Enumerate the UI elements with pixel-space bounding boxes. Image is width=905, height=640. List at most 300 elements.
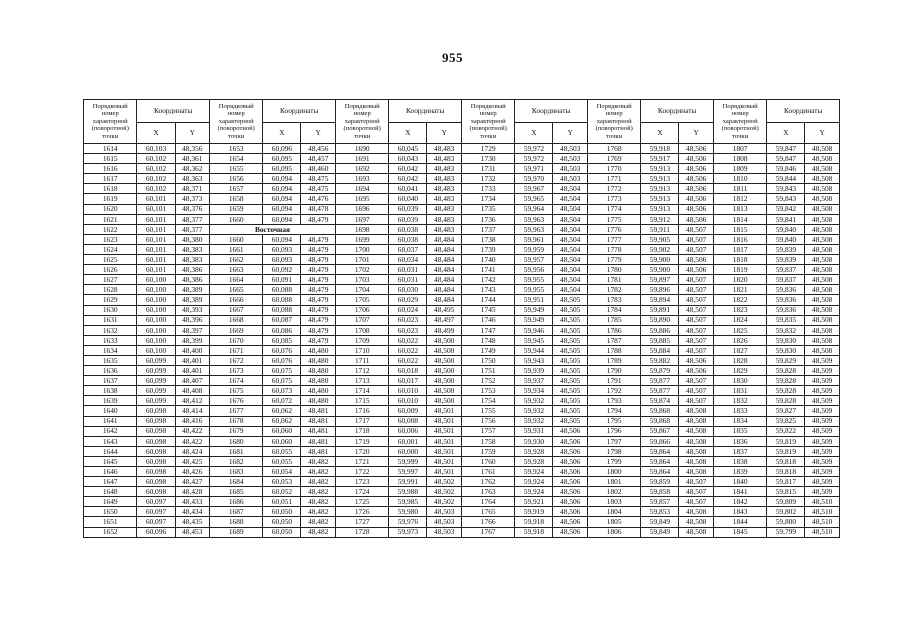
y-coordinate-cell: 48,507 [679,386,713,396]
table-row [84,295,840,305]
y-coordinate-cell: 48,481 [301,426,335,436]
point-number-cell: 1839 [713,467,766,477]
y-coordinate-cell: 48,480 [301,396,335,406]
y-coordinate-cell: 48,508 [805,265,840,275]
x-coordinate-cell: 59,836 [767,295,805,305]
y-coordinate-cell: 48,480 [301,376,335,386]
point-number-cell: 1631 [84,315,137,325]
x-coordinate-cell: 59,836 [767,285,805,295]
y-coordinate-cell: 48,506 [553,446,587,456]
y-coordinate-cell: 48,503 [553,164,587,174]
point-number-cell: 1821 [713,285,766,295]
y-coordinate-cell: 48,508 [805,164,840,174]
y-coordinate-cell: 48,505 [553,345,587,355]
header-coordinates: Координаты [641,100,714,123]
table-row [84,507,840,517]
point-number-cell: 1701 [335,255,388,265]
header-y: Y [427,123,461,144]
page-number: 955 [442,50,463,65]
point-number-cell: 1786 [587,325,640,335]
point-number-cell: 1788 [587,345,640,355]
point-number-cell: 1672 [209,355,262,365]
point-number-cell: 1712 [335,366,388,376]
y-coordinate-cell: 48,501 [427,416,461,426]
point-number-cell: 1755 [461,406,514,416]
point-number-cell: 1658 [209,194,262,204]
point-number-cell: 1688 [209,517,262,527]
x-coordinate-cell: 60,098 [137,406,175,416]
y-coordinate-cell: 48,480 [301,366,335,376]
y-coordinate-cell: 48,484 [427,255,461,265]
x-coordinate-cell: 59,913 [641,174,679,184]
table-row [84,487,840,497]
point-number-cell: 1645 [84,456,137,466]
table-row [84,164,840,174]
x-coordinate-cell: 60,010 [389,386,427,396]
x-coordinate-cell: 60,050 [263,527,301,537]
y-coordinate-cell: 48,480 [301,386,335,396]
point-number-cell: 1764 [461,497,514,507]
y-coordinate-cell: 48,484 [427,265,461,275]
y-coordinate-cell: 48,479 [301,295,335,305]
x-coordinate-cell: 59,879 [641,366,679,376]
x-coordinate-cell: 59,955 [515,285,553,295]
y-coordinate-cell: 48,504 [553,224,587,234]
y-coordinate-cell: 48,408 [175,386,209,396]
y-coordinate-cell: 48,507 [679,376,713,386]
point-number-cell: 1815 [713,224,766,234]
x-coordinate-cell: 59,818 [767,467,805,477]
y-coordinate-cell: 48,412 [175,396,209,406]
point-number-cell: 1728 [335,527,388,537]
x-coordinate-cell: 59,955 [515,275,553,285]
x-coordinate-cell: 60,060 [263,426,301,436]
point-number-cell: 1774 [587,204,640,214]
x-coordinate-cell: 60,041 [389,184,427,194]
y-coordinate-cell: 48,504 [553,234,587,244]
point-number-cell: 1827 [713,345,766,355]
y-coordinate-cell: 48,484 [427,295,461,305]
point-number-cell: 1732 [461,174,514,184]
y-coordinate-cell: 48,484 [427,275,461,285]
point-number-cell: 1834 [713,416,766,426]
point-number-cell: 1718 [335,426,388,436]
point-number-cell: 1741 [461,265,514,275]
x-coordinate-cell: 60,101 [137,234,175,244]
point-number-cell: 1842 [713,497,766,507]
point-number-cell: 1843 [713,507,766,517]
point-number-cell: 1619 [84,194,137,204]
point-number-cell: 1835 [713,426,766,436]
y-coordinate-cell: 48,506 [553,487,587,497]
point-number-cell: 1799 [587,456,640,466]
x-coordinate-cell: 59,809 [767,497,805,507]
y-coordinate-cell: 48,361 [175,154,209,164]
x-coordinate-cell: 59,918 [515,517,553,527]
point-number-cell: 1644 [84,446,137,456]
point-number-cell: 1772 [587,184,640,194]
point-number-cell: 1744 [461,295,514,305]
y-coordinate-cell: 48,505 [553,386,587,396]
x-coordinate-cell: 60,039 [389,214,427,224]
y-coordinate-cell: 48,510 [805,517,840,527]
y-coordinate-cell: 48,508 [679,467,713,477]
table-row [84,184,840,194]
x-coordinate-cell: 59,874 [641,396,679,406]
y-coordinate-cell: 48,504 [553,214,587,224]
x-coordinate-cell: 60,040 [389,194,427,204]
table-row [84,144,840,154]
table-row [84,355,840,365]
point-number-cell: 1671 [209,345,262,355]
x-coordinate-cell: 60,098 [137,446,175,456]
table-row [84,345,840,355]
y-coordinate-cell: 48,503 [553,154,587,164]
point-number-cell: 1747 [461,325,514,335]
y-coordinate-cell: 48,503 [427,507,461,517]
point-number-cell: 1742 [461,275,514,285]
y-coordinate-cell: 48,479 [301,265,335,275]
point-number-cell: 1841 [713,487,766,497]
point-number-cell: 1676 [209,396,262,406]
point-number-cell: 1765 [461,507,514,517]
point-number-cell: 1800 [587,467,640,477]
y-coordinate-cell: 48,506 [679,355,713,365]
x-coordinate-cell: 59,946 [515,325,553,335]
point-number-cell: 1626 [84,265,137,275]
point-number-cell: 1825 [713,325,766,335]
x-coordinate-cell: 60,094 [263,214,301,224]
y-coordinate-cell: 48,383 [175,244,209,254]
header-point-number: Порядковый номер характерной (поворотной) точки [335,100,388,144]
y-coordinate-cell: 48,508 [805,315,840,325]
y-coordinate-cell: 48,508 [805,224,840,234]
point-number-cell: 1804 [587,507,640,517]
table-row [84,436,840,446]
point-number-cell: 1617 [84,174,137,184]
x-coordinate-cell: 59,886 [641,325,679,335]
x-coordinate-cell: 59,956 [515,265,553,275]
x-coordinate-cell: 60,101 [137,204,175,214]
x-coordinate-cell: 60,098 [137,456,175,466]
x-coordinate-cell: 60,055 [263,446,301,456]
x-coordinate-cell: 60,100 [137,285,175,295]
x-coordinate-cell: 60,096 [137,527,175,537]
point-number-cell: 1680 [209,436,262,446]
y-coordinate-cell: 48,504 [553,265,587,275]
x-coordinate-cell: 60,038 [389,234,427,244]
y-coordinate-cell: 48,479 [301,335,335,345]
table-row [84,275,840,285]
y-coordinate-cell: 48,479 [301,275,335,285]
point-number-cell: 1630 [84,305,137,315]
x-coordinate-cell: 59,965 [515,194,553,204]
y-coordinate-cell: 48,508 [805,325,840,335]
y-coordinate-cell: 48,505 [553,325,587,335]
x-coordinate-cell: 60,075 [263,366,301,376]
y-coordinate-cell: 48,500 [427,396,461,406]
y-coordinate-cell: 48,509 [805,355,840,365]
y-coordinate-cell: 48,507 [679,315,713,325]
x-coordinate-cell: 59,937 [515,376,553,386]
point-number-cell: 1697 [335,214,388,224]
x-coordinate-cell: 59,913 [641,184,679,194]
x-coordinate-cell: 60,010 [389,396,427,406]
point-number-cell: 1801 [587,477,640,487]
x-coordinate-cell: 59,828 [767,366,805,376]
y-coordinate-cell: 48,509 [805,396,840,406]
y-coordinate-cell: 48,506 [679,214,713,224]
x-coordinate-cell: 60,009 [389,406,427,416]
y-coordinate-cell: 48,508 [805,154,840,164]
x-coordinate-cell: 59,825 [767,416,805,426]
header-y: Y [805,123,840,144]
x-coordinate-cell: 60,098 [137,467,175,477]
x-coordinate-cell: 59,991 [389,477,427,487]
point-number-cell: 1639 [84,396,137,406]
point-number-cell: 1642 [84,426,137,436]
x-coordinate-cell: 59,802 [767,507,805,517]
y-coordinate-cell: 48,506 [679,144,713,154]
y-coordinate-cell: 48,509 [805,366,840,376]
point-number-cell: 1806 [587,527,640,537]
y-coordinate-cell: 48,507 [679,224,713,234]
y-coordinate-cell: 48,506 [553,497,587,507]
y-coordinate-cell: 48,510 [805,507,840,517]
y-coordinate-cell: 48,502 [427,487,461,497]
x-coordinate-cell: 60,088 [263,295,301,305]
point-number-cell: 1845 [713,527,766,537]
y-coordinate-cell: 48,506 [679,174,713,184]
y-coordinate-cell: 48,501 [427,406,461,416]
x-coordinate-cell: 59,843 [767,184,805,194]
point-number-cell: 1737 [461,224,514,234]
point-number-cell: 1781 [587,275,640,285]
point-number-cell: 1793 [587,396,640,406]
y-coordinate-cell: 48,506 [553,507,587,517]
point-number-cell: 1702 [335,265,388,275]
y-coordinate-cell: 48,484 [427,285,461,295]
x-coordinate-cell: 59,867 [641,426,679,436]
y-coordinate-cell: 48,500 [427,376,461,386]
y-coordinate-cell: 48,500 [427,355,461,365]
point-number-cell: 1650 [84,507,137,517]
table-row [84,194,840,204]
y-coordinate-cell: 48,508 [805,335,840,345]
x-coordinate-cell: 59,943 [515,355,553,365]
x-coordinate-cell: 60,099 [137,376,175,386]
y-coordinate-cell: 48,508 [805,255,840,265]
y-coordinate-cell: 48,435 [175,517,209,527]
y-coordinate-cell: 48,508 [805,194,840,204]
point-number-cell: 1667 [209,305,262,315]
x-coordinate-cell: 59,918 [641,144,679,154]
y-coordinate-cell: 48,508 [805,345,840,355]
y-coordinate-cell: 48,500 [427,345,461,355]
table-body [84,144,840,538]
x-coordinate-cell: 60,102 [137,154,175,164]
x-coordinate-cell: 60,073 [263,386,301,396]
y-coordinate-cell: 48,434 [175,507,209,517]
x-coordinate-cell: 60,102 [137,174,175,184]
x-coordinate-cell: 59,930 [515,436,553,446]
table-row [84,244,840,254]
x-coordinate-cell: 59,858 [641,487,679,497]
y-coordinate-cell: 48,478 [301,204,335,214]
point-number-cell: 1726 [335,507,388,517]
x-coordinate-cell: 60,050 [263,517,301,527]
point-number-cell: 1686 [209,497,262,507]
point-number-cell: 1735 [461,204,514,214]
table-row [84,204,840,214]
y-coordinate-cell: 48,506 [553,517,587,527]
point-number-cell: 1615 [84,154,137,164]
x-coordinate-cell: 59,864 [641,467,679,477]
section-heading: Восточная [209,224,335,234]
y-coordinate-cell: 48,389 [175,285,209,295]
y-coordinate-cell: 48,483 [427,174,461,184]
y-coordinate-cell: 48,508 [679,527,713,537]
y-coordinate-cell: 48,480 [301,355,335,365]
point-number-cell: 1751 [461,366,514,376]
point-number-cell: 1778 [587,244,640,254]
y-coordinate-cell: 48,508 [679,436,713,446]
y-coordinate-cell: 48,508 [679,517,713,527]
x-coordinate-cell: 59,884 [641,345,679,355]
y-coordinate-cell: 48,393 [175,305,209,315]
table-row [84,406,840,416]
header-coordinates: Координаты [767,100,840,123]
x-coordinate-cell: 59,911 [641,224,679,234]
x-coordinate-cell: 60,029 [389,295,427,305]
y-coordinate-cell: 48,456 [301,144,335,154]
point-number-cell: 1731 [461,164,514,174]
x-coordinate-cell: 60,022 [389,335,427,345]
x-coordinate-cell: 59,799 [767,527,805,537]
y-coordinate-cell: 48,407 [175,376,209,386]
y-coordinate-cell: 48,484 [427,244,461,254]
y-coordinate-cell: 48,505 [553,416,587,426]
point-number-cell: 1684 [209,477,262,487]
x-coordinate-cell: 59,934 [515,386,553,396]
point-number-cell: 1670 [209,335,262,345]
x-coordinate-cell: 60,000 [389,446,427,456]
point-number-cell: 1753 [461,386,514,396]
point-number-cell: 1698 [335,224,388,234]
point-number-cell: 1656 [209,174,262,184]
y-coordinate-cell: 48,507 [679,234,713,244]
x-coordinate-cell: 59,840 [767,234,805,244]
x-coordinate-cell: 59,853 [641,507,679,517]
y-coordinate-cell: 48,427 [175,477,209,487]
point-number-cell: 1719 [335,436,388,446]
y-coordinate-cell: 48,482 [301,467,335,477]
point-number-cell: 1831 [713,386,766,396]
point-number-cell: 1802 [587,487,640,497]
point-number-cell: 1636 [84,366,137,376]
x-coordinate-cell: 60,017 [389,376,427,386]
point-number-cell: 1638 [84,386,137,396]
x-coordinate-cell: 59,939 [515,366,553,376]
y-coordinate-cell: 48,483 [427,144,461,154]
header-x: X [389,123,427,144]
x-coordinate-cell: 60,087 [263,315,301,325]
x-coordinate-cell: 60,094 [263,204,301,214]
x-coordinate-cell: 59,900 [641,255,679,265]
x-coordinate-cell: 60,096 [263,144,301,154]
point-number-cell: 1700 [335,244,388,254]
point-number-cell: 1832 [713,396,766,406]
y-coordinate-cell: 48,482 [301,517,335,527]
y-coordinate-cell: 48,416 [175,416,209,426]
x-coordinate-cell: 59,963 [515,214,553,224]
x-coordinate-cell: 59,859 [641,477,679,487]
point-number-cell: 1773 [587,194,640,204]
point-number-cell: 1840 [713,477,766,487]
x-coordinate-cell: 59,970 [515,174,553,184]
point-number-cell: 1769 [587,154,640,164]
point-number-cell: 1709 [335,335,388,345]
point-number-cell: 1817 [713,244,766,254]
x-coordinate-cell: 59,913 [641,194,679,204]
y-coordinate-cell: 48,500 [427,386,461,396]
x-coordinate-cell: 60,043 [389,154,427,164]
y-coordinate-cell: 48,476 [301,194,335,204]
table-row [84,234,840,244]
header-coordinates: Координаты [263,100,336,123]
x-coordinate-cell: 59,843 [767,194,805,204]
header-x: X [515,123,553,144]
point-number-cell: 1632 [84,325,137,335]
x-coordinate-cell: 59,837 [767,275,805,285]
x-coordinate-cell: 59,913 [641,164,679,174]
y-coordinate-cell: 48,506 [553,456,587,466]
y-coordinate-cell: 48,383 [175,255,209,265]
point-number-cell: 1758 [461,436,514,446]
point-number-cell: 1730 [461,154,514,164]
x-coordinate-cell: 60,031 [389,275,427,285]
table-row [84,376,840,386]
point-number-cell: 1790 [587,366,640,376]
point-number-cell: 1750 [461,355,514,365]
x-coordinate-cell: 60,100 [137,315,175,325]
point-number-cell: 1833 [713,406,766,416]
x-coordinate-cell: 59,819 [767,436,805,446]
x-coordinate-cell: 59,924 [515,477,553,487]
x-coordinate-cell: 60,038 [389,224,427,234]
x-coordinate-cell: 60,099 [137,366,175,376]
y-coordinate-cell: 48,508 [805,144,840,154]
x-coordinate-cell: 60,022 [389,345,427,355]
y-coordinate-cell: 48,507 [679,477,713,487]
point-number-cell: 1646 [84,467,137,477]
y-coordinate-cell: 48,483 [427,204,461,214]
x-coordinate-cell: 59,957 [515,255,553,265]
x-coordinate-cell: 60,088 [263,285,301,295]
point-number-cell: 1707 [335,315,388,325]
x-coordinate-cell: 60,098 [137,426,175,436]
point-number-cell: 1782 [587,285,640,295]
x-coordinate-cell: 59,928 [515,446,553,456]
table-row [84,154,840,164]
y-coordinate-cell: 48,503 [553,144,587,154]
point-number-cell: 1663 [209,265,262,275]
y-coordinate-cell: 48,504 [553,255,587,265]
point-number-cell: 1715 [335,396,388,406]
table-row [84,527,840,537]
x-coordinate-cell: 59,819 [767,446,805,456]
point-number-cell: 1739 [461,244,514,254]
